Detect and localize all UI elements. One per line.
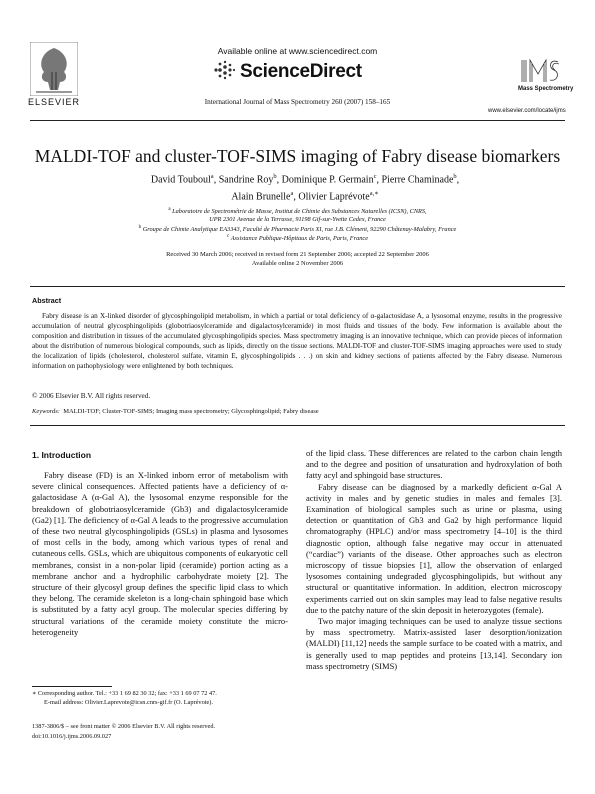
author-sup: c [373, 173, 377, 180]
paragraph: Fabry disease (FD) is an X-linked inborn error of metabolism with severe clinical consequences. Affected patients have a deficiency of α-galactosidase A (α-Gal A), the lysosomal enzyme responsible for the breakdown of globotriaosylceramide (Gb3) and digalactosylceramide (Ga2) [1]. The deficiency of α-Gal A leads to the progressive accumulation of these two neutral glycosphingolipids (GSLs) in plasma and lysosomes of most cells in the body, among which various types of renal and cutaneous cells. GSLs, which are ubiquitous components of eukaryotic cell membranes, consist in a non-polar lipid (ceramide) portion acting as a membrane anchor and a hydrophilic carbohydrate moiety [2]. The structure of their glycosyl group defines the specific lipid class to which they belong. The ceramide skeleton is a long-chain sphingoid base which is substituted by a fatty acyl group. The molecular species differing by structural variations of the ceramide moiety constitute the micro-heterogeneity [32, 470, 288, 637]
author-sup: b [273, 173, 277, 180]
received-dates: Received 30 March 2006; received in revised form 21 September 2006; accepted 22 September 2006 [166, 251, 429, 258]
sciencedirect-dots-icon [212, 58, 236, 82]
author: Alain Brunelle [231, 191, 291, 203]
affiliation [0, 207, 595, 215]
paragraph: Fabry disease can be diagnosed by a markedly deficient α-Gal A activity in males and by genetic studies in males and females [3]. Examination of biological samples such as urine or plasma, using detection or quantitation of Gb3 and Ga2 by high performance liquid chromatography (HPLC) and/or mass spectrometry [4–10] is the third diagnostic option, although false negative may occur in attenuated (“cardiac”) variants of the disease. Other approaches such as electron microscopy of tissue biopsies [1], allow the observation of enlarged lysosomes containing undegraded glycosphingolipids, but without any structural or quantitative information. In addition, electron microscopy experiments carried out on skin samples may lead to false negative results due to the patchy nature of the skin deposit in heterozygotes (female). [306, 481, 562, 615]
abstract-top-rule [30, 286, 565, 287]
keywords [32, 408, 319, 415]
author: David Touboul [150, 174, 211, 186]
paper-title: MALDI-TOF and cluster-TOF-SIMS imaging of Fabry disease biomarkers [34, 146, 561, 166]
affiliation-sup: b [138, 225, 142, 230]
ims-label: Mass Spectrometry [518, 86, 574, 92]
doi-line[interactable]: doi:10.1016/j.ijms.2006.09.027 [32, 733, 112, 740]
footnote-email: E-mail address: Olivier.Laprevote@icsn.cnrs-gif.fr (O. Laprévote). [44, 699, 213, 706]
author: Olivier Laprévote [298, 191, 370, 203]
copyright: © 2006 Elsevier B.V. All rights reserved. [32, 392, 151, 400]
affiliation-text: UPR 2301 Avenue de la Terrasse, 91198 Gif-sur-Yvette Cedex, France [209, 216, 386, 223]
author: Dominique P. Germain [281, 174, 374, 186]
available-date: Available online 2 November 2006 [251, 260, 344, 267]
affiliation [0, 234, 595, 242]
ims-journal-logo [518, 58, 562, 86]
author-sep: , [276, 174, 282, 186]
affiliation [0, 216, 595, 223]
paragraph: Two major imaging techniques can be used to analyze tissue sections by mass spectrometry. Matrix-assisted laser desorption/ionization (MALDI) [11,12] needs the sample surface to be coated with a matrix, and is generally used to map peptides and proteins [13,14]. Secondary ion mass spectrometry (SIMS) [306, 616, 562, 671]
footnote-rule [32, 686, 112, 687]
paragraph: of the lipid class. These differences are related to the carbon chain length and to the degree and position of unsaturation and hydroxylation of both fatty acyl and sphingoid base structures. [306, 448, 562, 481]
author-sep: , [376, 174, 382, 186]
affiliation-text: Laboratoire de Spectrométrie de Masse, Institut de Chimie des Substances Naturelles (ICSN), CNRS, [172, 208, 427, 216]
author-sep: , [213, 174, 219, 186]
keywords-label: Keywords: [32, 408, 60, 415]
affiliation-sup: c [227, 234, 230, 239]
issn-line: 1387-3806/$ – see front matter © 2006 Elsevier B.V. All rights reserved. [32, 723, 216, 730]
author-sup: a,∗ [369, 190, 379, 198]
author-sep: , [456, 174, 460, 186]
affiliation-text: Assistance Publique-Hôpitaux de Paris, Paris, France [230, 235, 368, 243]
affiliation-sup: a [168, 207, 171, 212]
abstract-text: Fabry disease is an X-linked disorder of glycosphingolipid metabolism, in which a partial or total deficiency of α-galactosidase A, a lysosomal enzyme, results in the progressive accumulation of neutral glycosphingolipids (globotriaosylceramide and digalactosylceramide) in most fluids and tissues of the body. Few information is available about the composition and distribution in tissues of the accumulated glycosphingolipids species. Mass spectrometry imaging is an innovative technique, which can provide pieces of information about the distribution of numerous biological compounds, such as lipids, directly on the tissue sections. MALDI-TOF and cluster-TOF-SIMS imaging approaches were used to study the localization of lipids (cholesterol, cholesterol sulfate, vitamin E, glycosphingolipids . . .) on skin and kidney sections of patients affected by the Fabry disease. Numerous information on pathophysiology were enlightened by both techniques. [32, 312, 562, 370]
author-list [140, 170, 470, 205]
author-sup: a [290, 190, 294, 198]
abstract-bottom-rule [30, 425, 565, 426]
section-heading: 1. Introduction [32, 450, 92, 460]
right-column [306, 448, 562, 672]
publisher-name: ELSEVIER [28, 97, 81, 107]
journal-url[interactable]: www.elsevier.com/locate/ijms [488, 108, 566, 114]
author-sep: , [293, 191, 299, 203]
author: Sandrine Roy [218, 174, 274, 186]
abstract-heading: Abstract [32, 296, 62, 305]
journal-citation: International Journal of Mass Spectrometry 260 (2007) 158–165 [204, 98, 391, 106]
author-sup: b [453, 173, 457, 180]
author-sup: a [210, 173, 214, 180]
author: Pierre Chaminade [381, 174, 454, 186]
footnote-corresponding: ∗ Corresponding author. Tel.: +33 1 69 82 30 32; fax: +33 1 69 07 72 47. [32, 690, 217, 697]
available-online: Available online at www.sciencedirect.com [217, 46, 378, 56]
keywords-list: MALDI-TOF; Cluster-TOF-SIMS; Imaging mass spectrometry; Glycosphingolipid; Fabry disease [63, 408, 319, 415]
header-rule [30, 120, 565, 121]
sciencedirect-wordmark: ScienceDirect [240, 61, 362, 82]
affiliation-text: Groupe de Chimie Analytique EA3343, Faculté de Pharmacie Paris XI, rue J.B. Clément, 92290 Châtenay-Malabry, France [142, 226, 457, 234]
left-column [32, 470, 288, 638]
affiliation [0, 225, 595, 233]
